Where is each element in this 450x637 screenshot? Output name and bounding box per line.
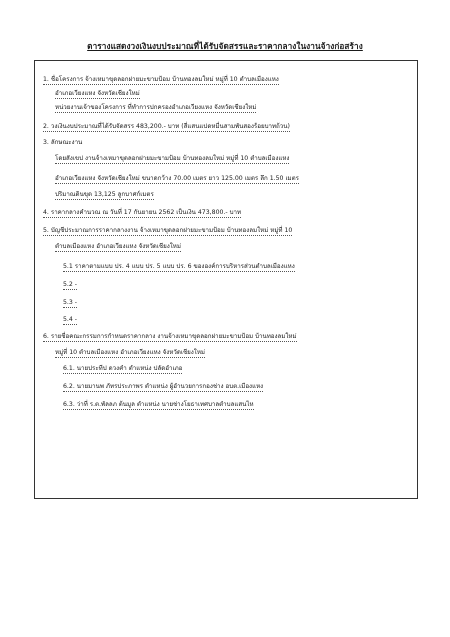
item-5-4: 5.4 -: [63, 316, 78, 323]
document-frame: [34, 60, 418, 499]
committee-member-2: 6.2. นายมานพ ภัทรประภาพร ตำแหน่ง ผู้อำนวยการกองช่าง อบต.เมืองแหง: [63, 383, 264, 390]
median-price-line: 4. ราคากลางคำนวณ ณ วันที่ 17 กันยายน 2562 เป็นเงิน 473,800.- บาท: [43, 209, 242, 216]
project-location-line: อำเภอเวียงแหง จังหวัดเชียงใหม่: [55, 90, 140, 97]
estimate-list-line: 5. บัญชีประมาณการราคากลางงาน จ้างเหมาขุดลอกฝายมะขามป้อม บ้านทองลมใหม่ หมู่ที่ 10: [43, 227, 293, 234]
project-name-line: 1. ชื่อโครงการ จ้างเหมาขุดลอกฝายมะขามป้อม บ้านทองลมใหม่ หมู่ที่ 10 ตำบลเมืองแหง: [43, 76, 279, 83]
summary-line-3: ปริมาณดินขุด 13,125 ลูกบาศก์เมตร: [55, 191, 154, 198]
estimate-location-line: ตำบลเมืองแหง อำเภอเวียงแหง จังหวัดเชียงใหม่: [55, 243, 181, 250]
summary-line-2: อำเภอเวียงแหง จังหวัดเชียงใหม่ ขนาดกว้าง 70.00 เมตร ยาว 125.00 เมตร ลึก 1.50 เมตร: [55, 175, 299, 182]
committee-member-3: 6.3. ว่าที่ ร.ต.พัลลภ ต้นมูล ตำแหน่ง นายช่างโยธาเทศบาลตำบลแสนไห: [63, 401, 254, 408]
item-5-1: 5.1 ราคาตามแบบ ปร. 4 แบบ ปร. 5 แบบ ปร. 6 ขององค์การบริหารส่วนตำบลเมืองแหง: [63, 263, 295, 270]
item-5-3: 5.3 -: [63, 299, 78, 306]
page-title: ตารางแสดงวงเงินงบประมาณที่ได้รับจัดสรรและราคากลางในงานจ้างก่อสร้าง: [87, 41, 363, 51]
committee-member-1: 6.1. นายประทีป ดวงคำ ตำแหน่ง ปลัดอำเภอ: [63, 365, 183, 372]
committee-location-line: หมู่ที่ 10 ตำบลเมืองแหง อำเภอเวียงแหง จังหวัดเชียงใหม่: [55, 349, 205, 356]
committee-line: 6. รายชื่อคณะกรรมการกำหนดราคากลาง งานจ้างเหมาขุดลอกฝายมะขามป้อม บ้านทองลมใหม่: [43, 333, 297, 340]
budget-line: 2. วงเงินงบประมาณที่ได้รับจัดสรร 483,200.- บาท (สี่แสนแปดหมื่นสามพันสองร้อยบาทถ้วน): [43, 123, 290, 130]
agency-line: หน่วยงานเจ้าของโครงการ ที่ทำการปกครองอำเภอเวียงแหง จังหวัดเชียงใหม่: [55, 104, 257, 111]
work-type-heading: 3. ลักษณะงาน: [43, 139, 83, 146]
summary-line-1: โดยสังเขป งานจ้างเหมาขุดลอกฝายมะขามป้อม บ้านทองลมใหม่ หมู่ที่ 10 ตำบลเมืองแหง: [55, 155, 290, 162]
item-5-2: 5.2 -: [63, 281, 78, 288]
